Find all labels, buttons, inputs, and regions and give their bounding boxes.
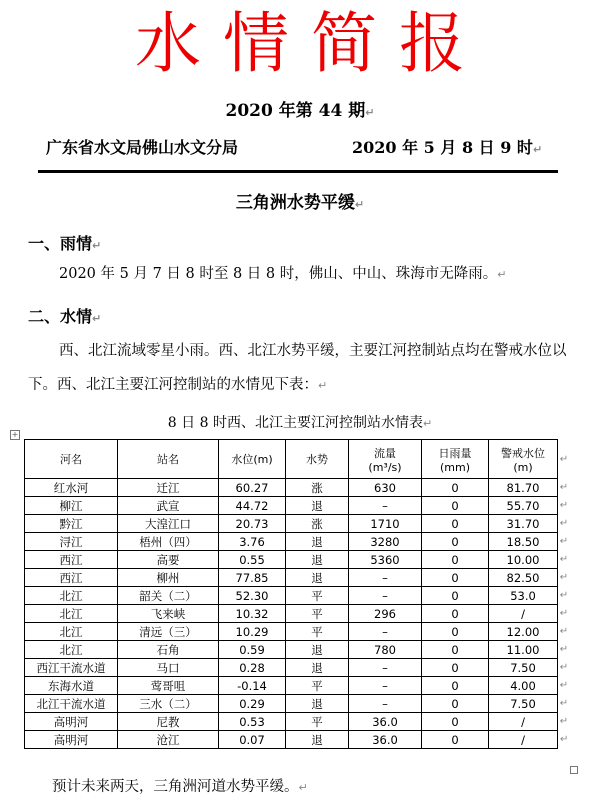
cell-river: 北江: [25, 587, 118, 605]
table-row: [25, 605, 571, 623]
cell-level: 77.85: [219, 569, 286, 587]
row-end-mark: ↵: [559, 608, 569, 619]
row-end-mark: ↵: [559, 453, 569, 465]
cell-warn: 53.0: [489, 587, 558, 605]
cell-trend: 退: [286, 695, 349, 713]
article-title: 三角洲水势平缓↵: [235, 193, 365, 213]
cell-level: 0.29: [219, 695, 286, 713]
col-header-trend: 水势: [286, 440, 349, 479]
table-row: [25, 479, 571, 497]
cell-trend: 退: [286, 497, 349, 515]
col-header-warn: 警戒水位 (m): [489, 440, 558, 479]
cell-flow: 780: [349, 641, 422, 659]
cell-flow: 5360: [349, 551, 422, 569]
cell-trend: 涨: [286, 479, 349, 497]
cell-warn: 82.50: [489, 569, 558, 587]
row-end-mark: ↵: [559, 698, 569, 709]
cell-station: 梧州（四）: [118, 533, 219, 551]
cell-flow: 36.0: [349, 731, 422, 749]
cell-station: 沧江: [118, 731, 219, 749]
cell-level: -0.14: [219, 677, 286, 695]
cell-level: 0.55: [219, 551, 286, 569]
cell-flow: 36.0: [349, 713, 422, 731]
cell-level: 0.59: [219, 641, 286, 659]
cell-flow: –: [349, 569, 422, 587]
publisher-org: 广东省水文局佛山水文分局: [46, 138, 239, 157]
cell-level: 10.32: [219, 605, 286, 623]
cell-warn: 12.00: [489, 623, 558, 641]
forecast-text: 预计未来两天，三角洲河道水势平缓。↵: [52, 779, 308, 795]
table-row: [25, 623, 571, 641]
row-end-mark: ↵: [559, 572, 569, 583]
cell-warn: 31.70: [489, 515, 558, 533]
cell-warn: 10.00: [489, 551, 558, 569]
cell-station: 韶关（二）: [118, 587, 219, 605]
cell-trend: 平: [286, 677, 349, 695]
cell-station: 飞来峡: [118, 605, 219, 623]
row-end-mark: ↵: [559, 716, 569, 727]
cell-warn: /: [489, 731, 558, 749]
cell-trend: 退: [286, 533, 349, 551]
cell-station: 高要: [118, 551, 219, 569]
issue-number: 2020 年第 44 期↵: [225, 101, 375, 121]
cell-river: 北江: [25, 623, 118, 641]
rain-paragraph: 2020 年 5 月 7 日 8 时至 8 日 8 时，佛山、中山、珠海市无降雨。↵: [59, 266, 507, 282]
cell-rain: 0: [422, 497, 489, 515]
cell-flow: 1710: [349, 515, 422, 533]
cell-station: 大湟江口: [118, 515, 219, 533]
col-header-station: 站名: [118, 440, 219, 479]
cell-flow: 296: [349, 605, 422, 623]
cell-river: 红水河: [25, 479, 118, 497]
cell-level: 20.73: [219, 515, 286, 533]
cell-flow: –: [349, 677, 422, 695]
cell-warn: 55.70: [489, 497, 558, 515]
cell-rain: 0: [422, 569, 489, 587]
cell-trend: 涨: [286, 515, 349, 533]
cell-flow: 3280: [349, 533, 422, 551]
col-header-flow: 流量 (m³/s): [349, 440, 422, 479]
cell-river: 北江干流水道: [25, 695, 118, 713]
cell-flow: –: [349, 587, 422, 605]
table-row: [25, 677, 571, 695]
cell-rain: 0: [422, 587, 489, 605]
cell-river: 高明河: [25, 731, 118, 749]
cell-station: 石角: [118, 641, 219, 659]
cell-rain: 0: [422, 677, 489, 695]
cell-station: 莺哥咀: [118, 677, 219, 695]
section-heading-water: 二、水情↵: [28, 307, 102, 326]
table-row: [25, 713, 571, 731]
cell-level: 3.76: [219, 533, 286, 551]
cell-warn: 11.00: [489, 641, 558, 659]
row-end-mark: ↵: [559, 500, 569, 511]
cell-flow: –: [349, 659, 422, 677]
table-row: [25, 659, 571, 677]
cell-rain: 0: [422, 605, 489, 623]
cell-warn: 4.00: [489, 677, 558, 695]
cell-trend: 退: [286, 731, 349, 749]
table-row: [25, 569, 571, 587]
table-move-handle-icon[interactable]: +: [11, 430, 19, 439]
cell-trend: 退: [286, 569, 349, 587]
cell-level: 0.28: [219, 659, 286, 677]
water-status-table: [24, 439, 571, 749]
table-header-row: [25, 440, 571, 479]
cell-river: 浔江: [25, 533, 118, 551]
col-header-river: 河名: [25, 440, 118, 479]
cell-trend: 平: [286, 605, 349, 623]
table-row: [25, 515, 571, 533]
cell-station: 迁江: [118, 479, 219, 497]
cell-rain: 0: [422, 731, 489, 749]
masthead-title: 水情简报: [135, 5, 487, 82]
cell-trend: 退: [286, 551, 349, 569]
cell-warn: 7.50: [489, 659, 558, 677]
col-header-level: 水位(m): [219, 440, 286, 479]
cell-river: 柳江: [25, 497, 118, 515]
row-end-mark: ↵: [559, 554, 569, 565]
cell-river: 北江: [25, 605, 118, 623]
cell-warn: /: [489, 605, 558, 623]
row-end-mark: ↵: [559, 590, 569, 601]
cell-rain: 0: [422, 695, 489, 713]
cell-station: 武宣: [118, 497, 219, 515]
cell-rain: 0: [422, 713, 489, 731]
table-row: [25, 587, 571, 605]
cell-station: 三水（二）: [118, 695, 219, 713]
table-row: [25, 731, 571, 749]
cell-trend: 平: [286, 623, 349, 641]
cell-flow: –: [349, 623, 422, 641]
cell-river: 北江: [25, 641, 118, 659]
row-end-mark: ↵: [559, 680, 569, 691]
cell-river: 东海水道: [25, 677, 118, 695]
cell-rain: 0: [422, 659, 489, 677]
table-row: [25, 551, 571, 569]
cell-station: 马口: [118, 659, 219, 677]
table-row: [25, 497, 571, 515]
cell-trend: 退: [286, 641, 349, 659]
table-row: [25, 641, 571, 659]
row-end-mark: ↵: [559, 536, 569, 547]
table-row: [25, 533, 571, 551]
cell-rain: 0: [422, 533, 489, 551]
cell-rain: 0: [422, 551, 489, 569]
cell-rain: 0: [422, 641, 489, 659]
col-header-rain: 日雨量 (mm): [422, 440, 489, 479]
cell-level: 10.29: [219, 623, 286, 641]
cell-level: 52.30: [219, 587, 286, 605]
cell-river: 西江: [25, 569, 118, 587]
cell-river: 高明河: [25, 713, 118, 731]
row-end-mark: ↵: [559, 482, 569, 493]
cell-station: 清远（三）: [118, 623, 219, 641]
cell-warn: 7.50: [489, 695, 558, 713]
cell-warn: 81.70: [489, 479, 558, 497]
cell-level: 44.72: [219, 497, 286, 515]
cell-level: 60.27: [219, 479, 286, 497]
cell-flow: –: [349, 497, 422, 515]
cell-river: 西江干流水道: [25, 659, 118, 677]
row-end-mark: ↵: [560, 734, 569, 745]
cell-flow: 630: [349, 479, 422, 497]
row-end-mark: ↵: [559, 626, 569, 637]
row-end-mark: ↵: [559, 662, 569, 673]
water-paragraph: 西、北江流域零星小雨。西、北江水势平缓，主要江河控制站点均在警戒水位以下。西、北江主要江河控制站的水情见下表：↵: [28, 343, 567, 393]
cell-warn: 18.50: [489, 533, 558, 551]
table-resize-handle-icon[interactable]: [570, 766, 578, 774]
cell-flow: –: [349, 695, 422, 713]
cell-rain: 0: [422, 623, 489, 641]
cell-trend: 平: [286, 587, 349, 605]
header-divider: [38, 170, 558, 173]
cell-rain: 0: [422, 479, 489, 497]
cell-rain: 0: [422, 515, 489, 533]
cell-river: 西江: [25, 551, 118, 569]
cell-trend: 平: [286, 713, 349, 731]
row-end-mark: ↵: [559, 644, 569, 655]
cell-station: 尼教: [118, 713, 219, 731]
table-caption: 8 日 8 时西、北江主要江河控制站水情表↵: [167, 415, 433, 431]
section-heading-rain: 一、雨情↵: [28, 234, 102, 253]
row-end-mark: ↵: [559, 518, 569, 529]
cell-level: 0.53: [219, 713, 286, 731]
publish-datetime: 2020 年 5 月 8 日 9 时↵: [352, 138, 543, 157]
cell-station: 柳州: [118, 569, 219, 587]
cell-trend: 退: [286, 659, 349, 677]
cell-level: 0.07: [219, 731, 286, 749]
cell-warn: /: [489, 713, 558, 731]
table-row: [25, 695, 571, 713]
cell-river: 黔江: [25, 515, 118, 533]
